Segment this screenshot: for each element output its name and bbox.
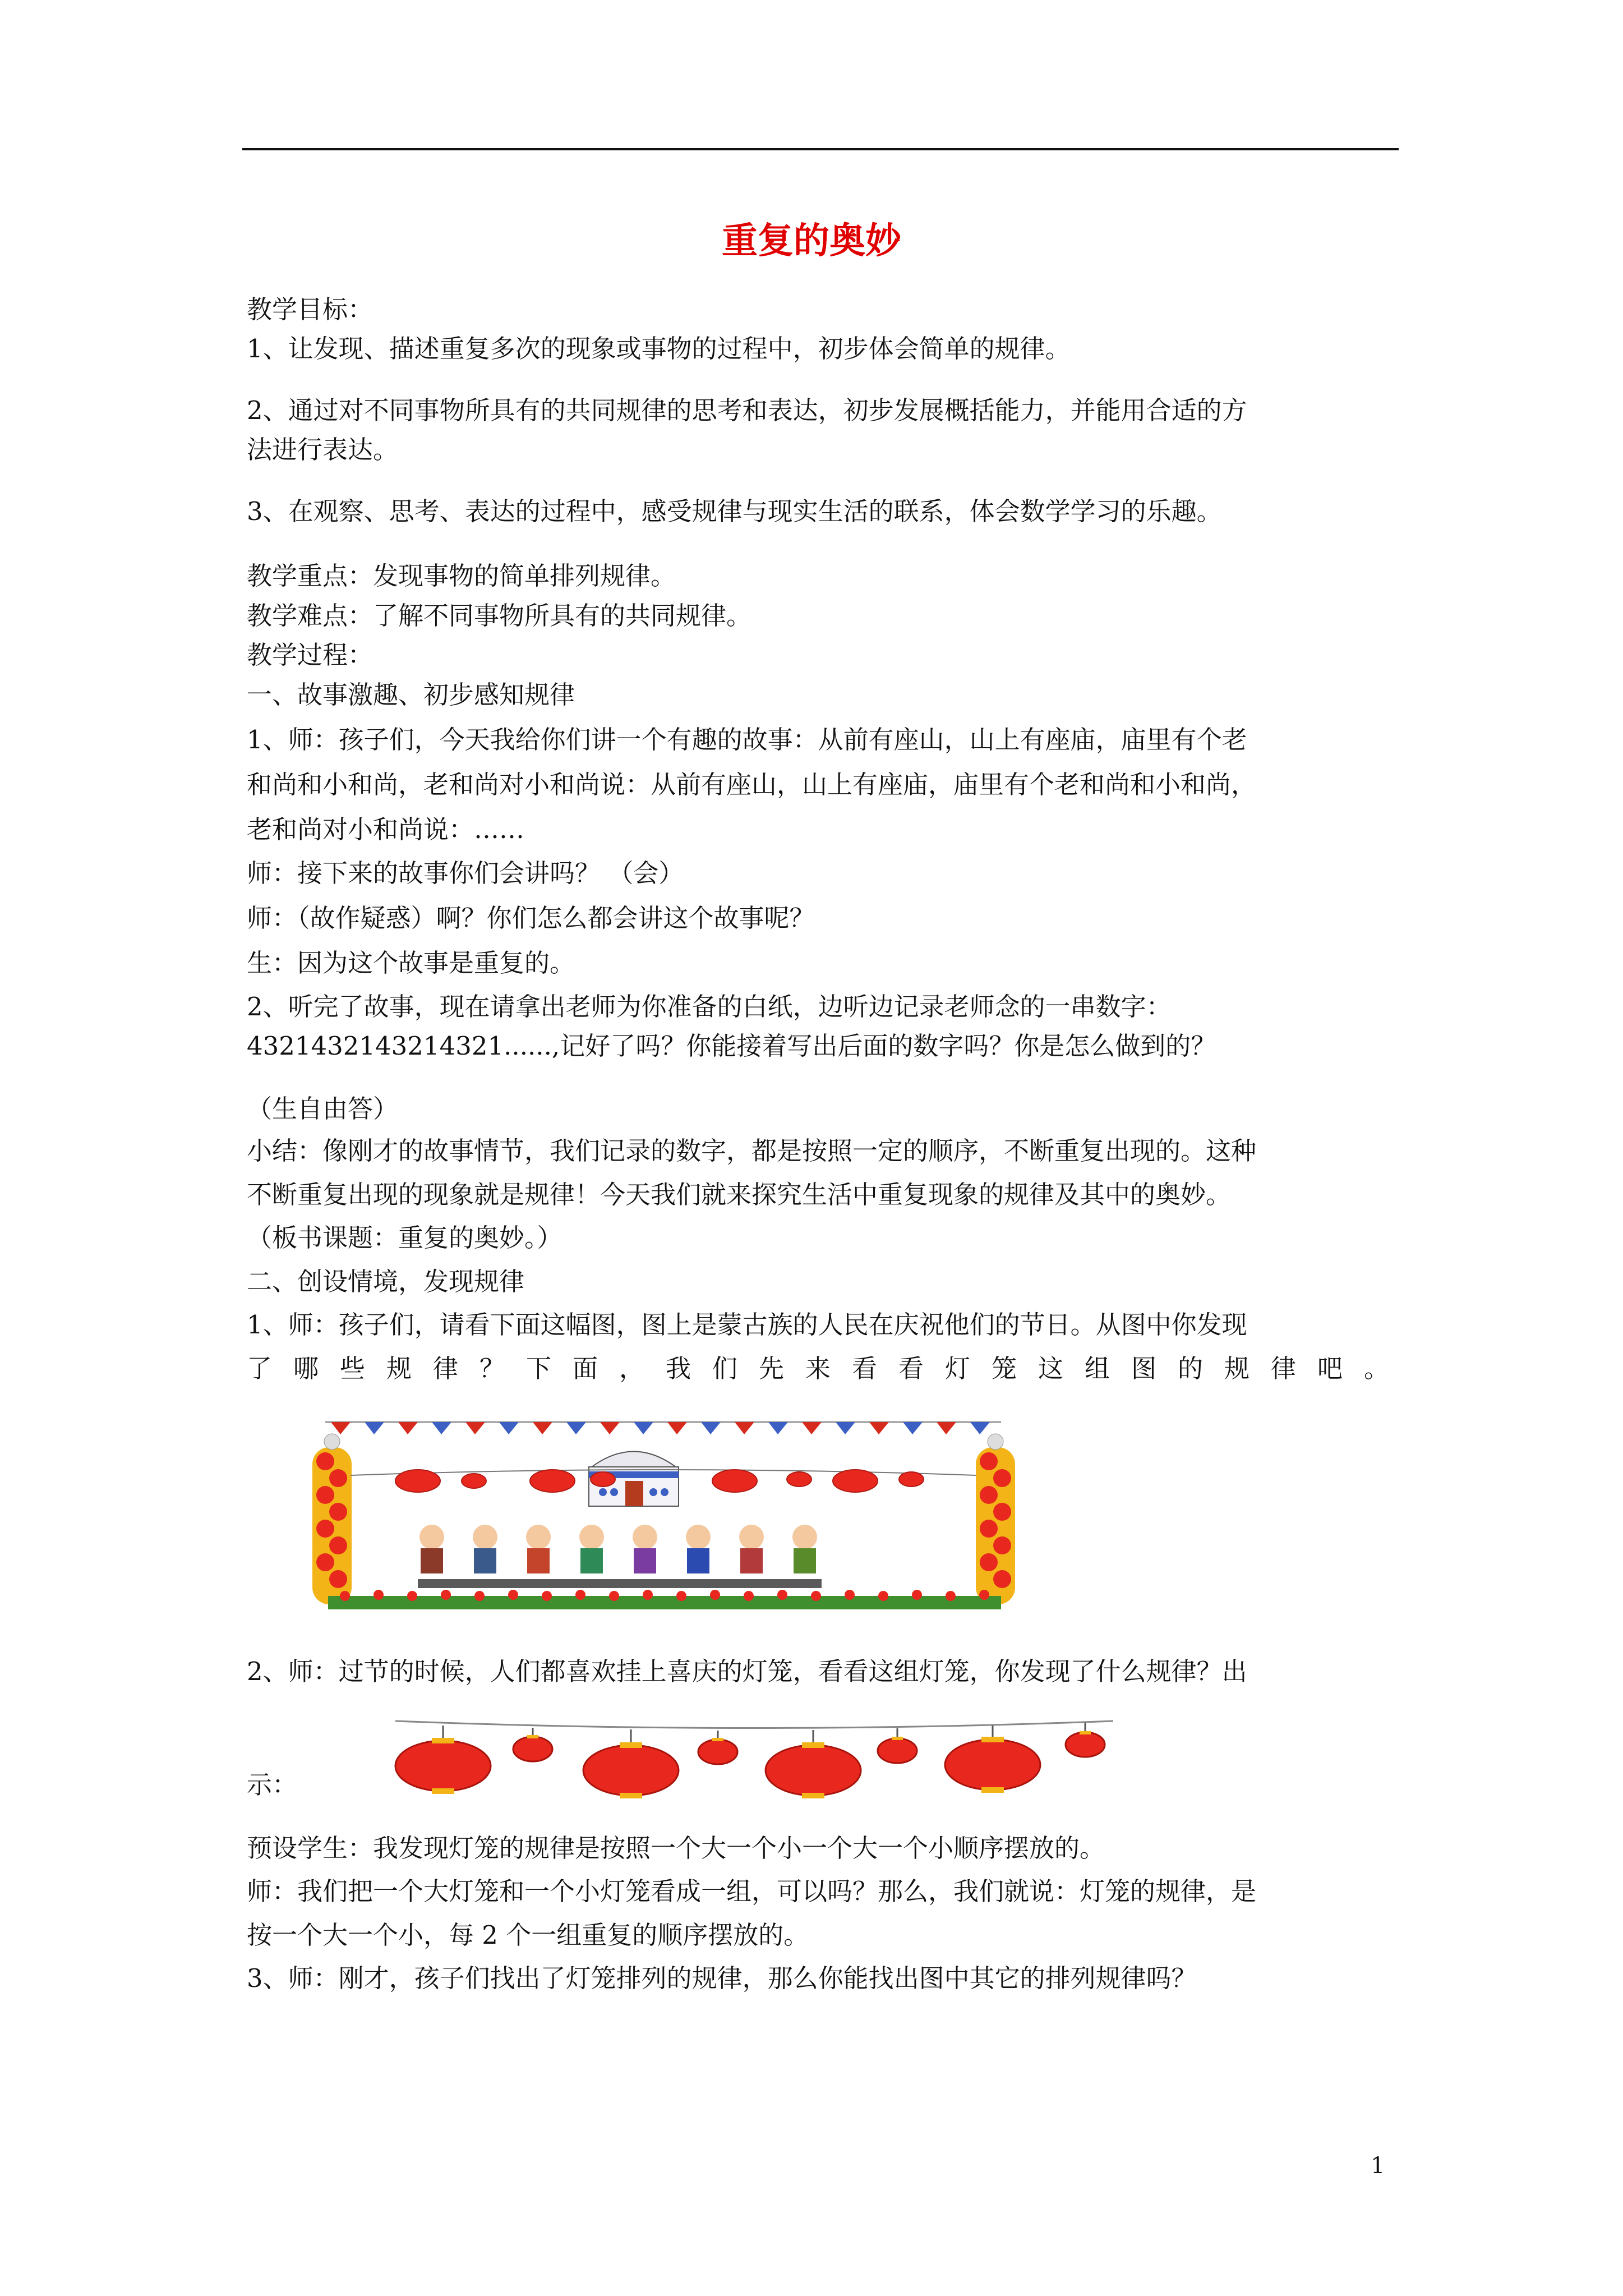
teacher-question: 师：接下来的故事你们会讲吗？ （会） [247,858,684,888]
other-patterns-question: 3、师：刚才，孩子们找出了灯笼排列的规律，那么你能找出图中其它的排列规律吗？ [247,1963,1197,1993]
summary-line1: 小结：像刚才的故事情节，我们记录的数字，都是按照一定的顺序，不断重复出现的。这种 [247,1136,1257,1166]
story-line2: 和尚和小和尚，老和尚对小和尚说：从前有座山，山上有座庙，庙里有个老和尚和小和尚， [247,770,1257,799]
festival-scene-image [306,1405,1026,1618]
teacher-grouping-line2: 按一个大一个小，每 2 个一组重复的顺序摆放的。 [247,1920,809,1950]
student-answer: 生：因为这个故事是重复的。 [247,948,575,978]
balloon-pillar-right-icon [976,1434,1015,1604]
teacher-grouping-line1: 师：我们把一个大灯笼和一个小灯笼看成一组，可以吗？那么，我们就说：灯笼的规律，是 [247,1876,1257,1906]
section-2-heading: 二、创设情境，发现规律 [247,1267,525,1296]
lantern-question: 2、师：过节的时候，人们都喜欢挂上喜庆的灯笼，看看这组灯笼，你发现了什么规律？出 [247,1657,1247,1686]
teacher-puzzled: 师：（故作疑惑）啊？你们怎么都会讲这个故事呢？ [247,903,815,933]
section-1-heading: 一、故事激趣、初步感知规律 [247,680,575,710]
student-preset: 预设学生：我发现灯笼的规律是按照一个大一个小一个大一个小顺序摆放的。 [247,1833,1105,1863]
scene-question-line2: 了哪些规律？下面，我们先来看看灯笼这组图的规律吧。 [247,1354,1411,1383]
fence-icon [418,1579,822,1588]
small-lantern-icon [1066,1723,1105,1757]
objective-3: 3、在观察、思考、表达的过程中，感受规律与现实生活的联系，体会数学学习的乐趣。 [247,496,1222,526]
story-line3: 老和尚对小和尚说：…… [247,815,525,844]
objective-1: 1、让发现、描述重复多次的现象或事物的过程中，初步体会简单的规律。 [247,334,1071,364]
objective-2-line2: 法进行表达。 [247,435,399,464]
page-number: 1 [1371,2153,1385,2179]
bunting-flags [325,1422,1001,1434]
story-line1: 1、师：孩子们，今天我给你们讲一个有趣的故事：从前有座山，山上有座庙，庙里有个老 [247,725,1247,754]
objective-2-line1: 2、通过对不同事物所具有的共同规律的思考和表达，初步发展概括能力，并能用合适的方 [247,395,1247,425]
small-lantern-icon [878,1728,917,1763]
show-label: 示： [247,1770,298,1800]
numbers-task-line1: 2、听完了故事，现在请拿出老师为你准备的白纸，边听边记录老师念的一串数字： [247,992,1172,1022]
flower-bed-icon [328,1590,1001,1609]
board-title: （板书课题：重复的奥妙。） [247,1223,562,1253]
header-rule [242,148,1399,150]
balloon-pillar-left-icon [312,1434,352,1604]
process-heading: 教学过程： [247,640,374,670]
numbers-task-line2: 4321432143214321......,记好了吗？你能接着写出后面的数字吗？你是怎么做到的？ [247,1031,1216,1061]
summary-line2: 不断重复出现的现象就是规律！今天我们就来探究生活中重复现象的规律及其中的奥妙。 [247,1180,1232,1209]
objectives-heading: 教学目标： [247,295,374,324]
page-title: 重复的奥妙 [722,220,901,262]
small-lantern-icon [698,1731,737,1764]
key-point: 教学重点：发现事物的简单排列规律。 [247,561,676,591]
small-lantern-icon [513,1728,552,1761]
free-answer: （生自由答） [247,1094,399,1124]
difficult-point: 教学难点：了解不同事物所具有的共同规律。 [247,601,752,631]
scene-question-line1: 1、师：孩子们，请看下面这幅图，图上是蒙古族的人民在庆祝他们的节日。从图中你发现 [247,1310,1247,1340]
dancing-people-icon [419,1525,817,1573]
